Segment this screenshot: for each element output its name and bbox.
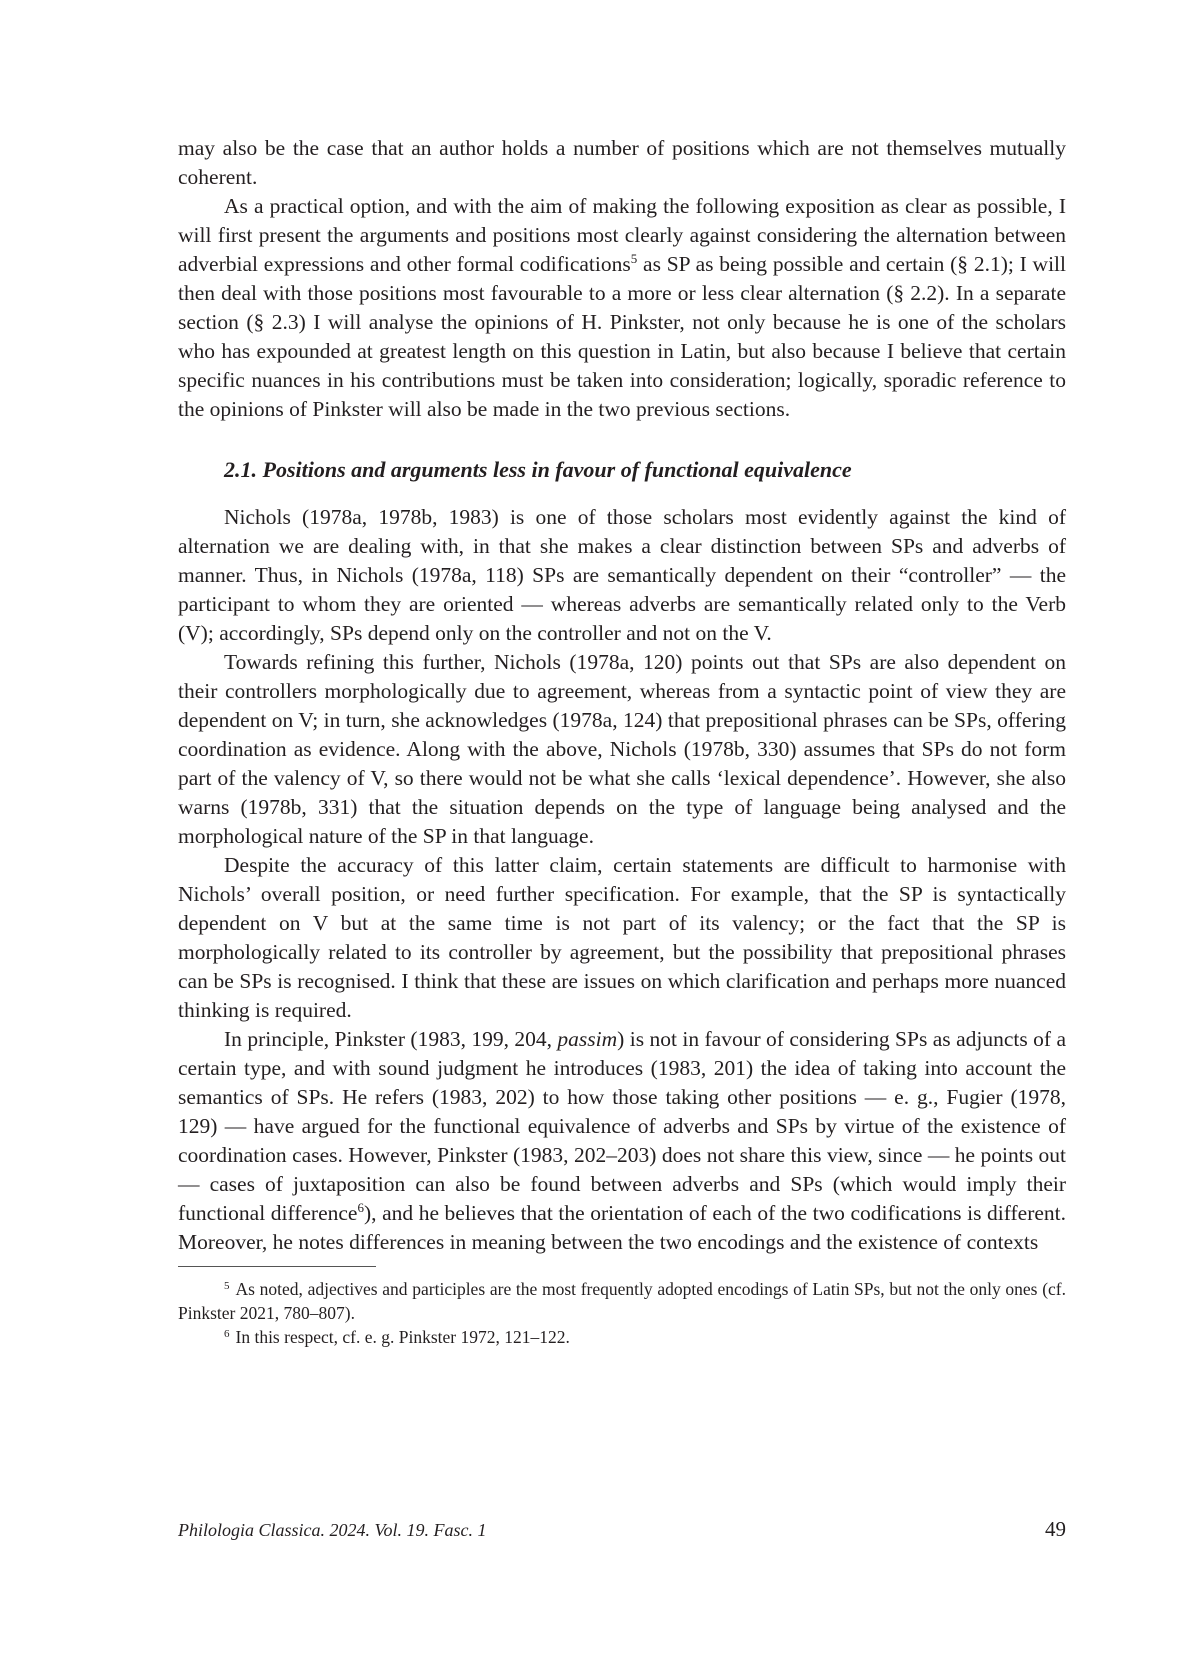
footnote-ref-6[interactable]: 6 bbox=[357, 1200, 364, 1215]
footnote-text: In this respect, cf. e. g. Pinkster 1972, 121–122. bbox=[235, 1327, 570, 1347]
footnote-number: 6 bbox=[224, 1328, 230, 1340]
paragraph-continuation: may also be the case that an author holds a number of positions which are not themselves mutually coherent. bbox=[178, 136, 1066, 189]
footnote-5 bbox=[178, 1277, 1066, 1325]
paragraph-exposition-plan bbox=[178, 192, 1066, 424]
paragraph-pinkster bbox=[178, 1025, 1066, 1257]
footnote-separator bbox=[178, 1266, 376, 1267]
paragraph-text: As a practical option, and with the aim of making the following exposition as clear as possible, I will first present the arguments and positions most clearly against considering the alternation between adverbial expressions and other formal codifications bbox=[178, 194, 1066, 276]
paragraph-despite: Despite the accuracy of this latter claim, certain statements are difficult to harmonise with Nichols’ overall position, or need further specification. For example, that the SP is syntactically dependent on V but at the same time is not part of its valency; or the fact that the SP is morphologically related to its controller by agreement, but the possibility that prepositional phrases can be SPs is recognised. I think that these are issues on which clarification and perhaps more nuanced thinking is required. bbox=[178, 853, 1066, 1022]
section-heading: 2.1. Positions and arguments less in favour of functional equivalence bbox=[224, 457, 852, 482]
footnote-text: As noted, adjectives and participles are the most frequently adopted encodings of Latin SPs, but not the only ones (cf. Pinkster 2021, 780–807). bbox=[178, 1279, 1066, 1323]
page-footer bbox=[178, 1517, 1066, 1542]
paragraph-nichols: Nichols (1978a, 1978b, 1983) is one of those scholars most evidently against the kind of alternation we are dealing with, in that she makes a clear distinction between SPs and adverbs of manner. Thus, in Nichols (1978a, 118) SPs are semantically dependent on their “controller” — the participant to whom they are oriented — whereas adverbs are semantically related only to the Verb (V); accordingly, SPs depend only on the controller and not on the V. bbox=[178, 505, 1066, 645]
page-number: 49 bbox=[1045, 1517, 1066, 1541]
footnote-6 bbox=[178, 1325, 1066, 1349]
paragraph-text: as SP as being possible and certain (§ 2.1); I will then deal with those positions most favourable to a more or less clear alternation (§ 2.2). In a separate section (§ 2.3) I will analyse the opinions of H. Pinkster, not only because he is one of the scholars who has expounded at greatest length on this question in Latin, but also because I believe that certain specific nuances in his contributions must be taken into consideration; logically, sporadic reference to the opinions of Pinkster will also be made in the two previous sections. bbox=[178, 252, 1066, 421]
footnote-number: 5 bbox=[224, 1280, 230, 1292]
paragraph-refining: Towards refining this further, Nichols (1978a, 120) points out that SPs are also dependent on their controllers morphologically due to agreement, whereas from a syntactic point of view they are dependent on V; in turn, she acknowledges (1978a, 124) that prepositional phrases can be SPs, offering coordination as evidence. Along with the above, Nichols (1978b, 330) assumes that SPs do not form part of the valency of V, so there would not be what she calls ‘lexical dependence’. However, she also warns (1978b, 331) that the situation depends on the type of language being analysed and the morphological nature of the SP in that language. bbox=[178, 650, 1066, 848]
italic-term: passim bbox=[557, 1027, 618, 1051]
paragraph-text: ), and he believes that the orientation of each of the two codifications is different. Moreover, he notes differences in meaning between the two encodings and the existence of contexts bbox=[178, 1201, 1067, 1254]
paragraph-text: In principle, Pinkster (1983, 199, 204, bbox=[224, 1027, 558, 1051]
journal-citation: Philologia Classica. 2024. Vol. 19. Fasc. 1 bbox=[178, 1520, 487, 1540]
page-body bbox=[178, 134, 1066, 1349]
paragraph-text: ) is not in favour of considering SPs as adjuncts of a certain type, and with sound judgment he introduces (1983, 201) the idea of taking into account the semantics of SPs. He refers (1983, 202) to how those taking other positions — e. g., Fugier (1978, 129) — have argued for the functional equivalence of adverbs and SPs by virtue of the existence of coordination cases. However, Pinkster (1983, 202–203) does not share this view, since — he points out — cases of juxtaposition can also be found between adverbs and SPs (which would imply their functional difference bbox=[178, 1027, 1066, 1225]
footnote-ref-5[interactable]: 5 bbox=[630, 251, 638, 266]
